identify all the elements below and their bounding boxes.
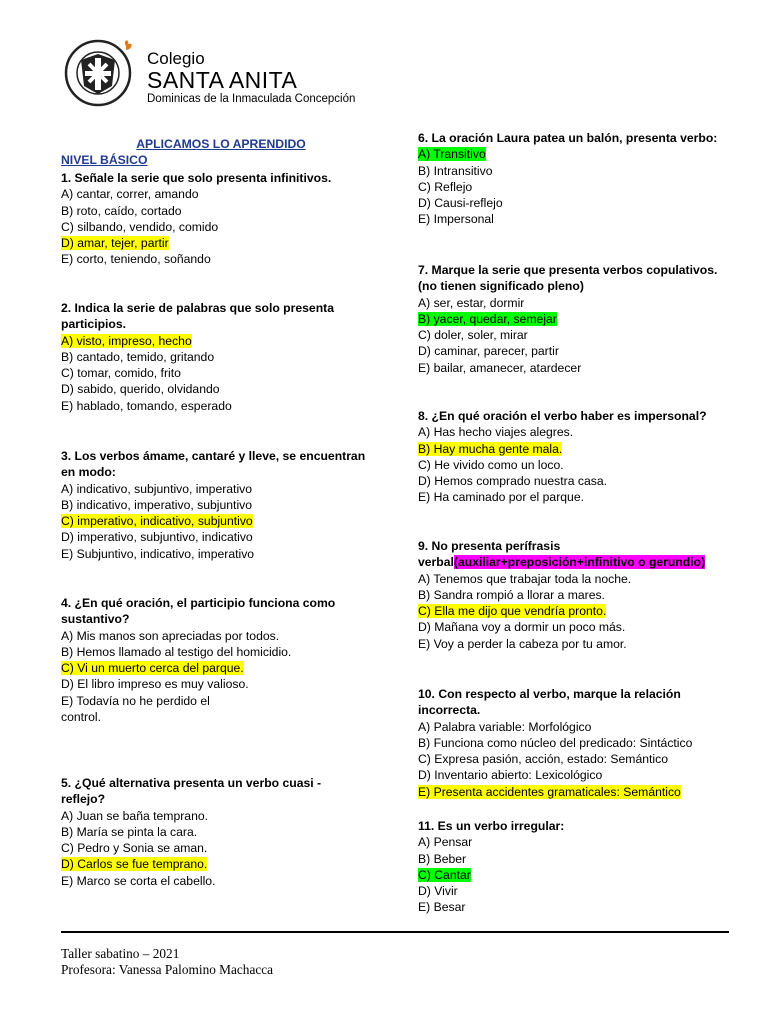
footer-teacher: Profesora: Vanessa Palomino Machacca	[61, 962, 274, 977]
answer-option-text: B) Sandra rompió a llorar a mares.	[418, 587, 605, 602]
stem-highlight: (auxiliar+preposición+infinitivo o gerundio)	[453, 555, 706, 570]
answer-option	[418, 735, 748, 751]
question-block	[61, 448, 391, 562]
question-stem: 10. Con respecto al verbo, marque la relación	[418, 687, 681, 701]
answer-option	[418, 441, 748, 457]
answer-option	[61, 513, 391, 529]
footer-divider	[61, 931, 729, 933]
answer-option-text: D) Carlos se fue temprano.	[61, 857, 208, 872]
answer-option-text: E) Besar	[418, 900, 466, 915]
answer-option-text: C) Reflejo	[418, 179, 473, 194]
answer-option-text: C) silbando, vendido, comido	[61, 219, 219, 234]
answer-option	[418, 767, 748, 783]
question-block	[61, 595, 391, 725]
answer-option-text: A) visto, impreso, hecho	[61, 333, 192, 348]
answer-option	[418, 603, 748, 619]
answer-option-text: C) Vi un muerto cerca del parque.	[61, 661, 244, 676]
question-stem: 7. Marque la serie que presenta verbos copulativos.	[418, 263, 718, 277]
answer-option	[61, 693, 391, 709]
answer-option	[418, 636, 748, 652]
question-block	[418, 686, 748, 800]
answer-option	[418, 179, 748, 195]
answer-option-text: A) Tenemos que trabajar toda la noche.	[418, 571, 632, 586]
answer-option-text: E) Todavía no he perdido el	[61, 693, 210, 708]
answer-option	[418, 571, 748, 587]
answer-option-text: C) imperativo, indicativo, subjuntivo	[61, 514, 253, 529]
answer-option	[61, 365, 391, 381]
question-block	[418, 538, 748, 652]
answer-option-text: B) María se pinta la cara.	[61, 824, 198, 839]
answer-option-text: E) Subjuntivo, indicativo, imperativo	[61, 546, 255, 561]
answer-option-text: C) Ella me dijo que vendría pronto.	[418, 604, 607, 619]
answer-option-text: B) yacer, quedar, semejar	[418, 311, 557, 326]
answer-option	[418, 473, 748, 489]
answer-option-text: D) Inventario abierto: Lexicológico	[418, 768, 603, 783]
answer-option-text: C) Expresa pasión, acción, estado: Semántico	[418, 752, 668, 767]
answer-option-text: A) Pensar	[418, 835, 473, 850]
answer-option	[61, 333, 391, 349]
answer-option-text: D) El libro impreso es muy valioso.	[61, 677, 249, 692]
answer-option-text: A) indicativo, subjuntivo, imperativo	[61, 481, 253, 496]
question-stem: 2. Indica la serie de palabras que solo presenta	[61, 301, 334, 315]
answer-option-text: C) tomar, comido, frito	[61, 366, 181, 381]
question-stem: (no tienen significado pleno)	[418, 279, 584, 294]
answer-option	[61, 186, 391, 202]
answer-option-text: C) He vivido como un loco.	[418, 457, 564, 472]
answer-option-text: B) Hay mucha gente mala.	[418, 441, 563, 456]
level-title: NIVEL BÁSICO	[61, 153, 148, 167]
answer-option-text: D) Mañana voy a dormir un poco más.	[418, 620, 626, 635]
answer-option-text: D) Hemos comprado nuestra casa.	[418, 474, 607, 489]
answer-option-text: E) Presenta accidentes gramaticales: Semántico	[418, 784, 681, 799]
answer-option	[418, 163, 748, 179]
answer-option	[418, 195, 748, 211]
answer-option	[61, 660, 391, 676]
answer-option	[61, 497, 391, 513]
answer-option	[418, 343, 748, 359]
section-title: APLICAMOS LO APRENDIDO	[136, 137, 306, 151]
answer-option	[61, 546, 391, 562]
answer-option	[418, 751, 748, 767]
answer-option-text: B) cantado, temido, gritando	[61, 349, 215, 364]
answer-option-text: B) indicativo, imperativo, subjuntivo	[61, 497, 253, 512]
answer-option-text: B) Intransitivo	[418, 163, 493, 178]
question-block	[61, 300, 391, 414]
answer-option	[61, 203, 391, 219]
answer-option-text: E) bailar, amanecer, atardecer	[418, 360, 582, 375]
answer-option	[61, 529, 391, 545]
answer-option	[418, 867, 748, 883]
answer-option	[61, 676, 391, 692]
answer-option-text: A) Juan se baña temprano.	[61, 808, 209, 823]
question-stem: reflejo?	[61, 792, 106, 807]
answer-option	[418, 311, 748, 327]
answer-option-text: B) Beber	[418, 851, 467, 866]
question-block	[418, 408, 748, 506]
answer-option-text: C) Pedro y Sonia se aman.	[61, 841, 208, 856]
question-stem: 6. La oración Laura patea un balón, presenta verbo:	[418, 131, 718, 145]
answer-option-text: E) corto, teniendo, soñando	[61, 252, 211, 267]
question-stem: 3. Los verbos ámame, cantaré y lleve, se encuentran	[61, 449, 366, 463]
answer-option-text: C) doler, soler, mirar	[418, 328, 528, 343]
answer-option	[61, 628, 391, 644]
answer-option	[61, 235, 391, 251]
question-stem: 5. ¿Qué alternativa presenta un verbo cuasi -	[61, 776, 322, 790]
answer-option-text: E) Voy a perder la cabeza por tu amor.	[418, 636, 627, 651]
answer-option	[418, 834, 748, 850]
answer-option-text: B) Hemos llamado al testigo del homicidio.	[61, 644, 292, 659]
school-name-line1: Colegio	[147, 49, 205, 68]
question-stem: participios.	[61, 317, 127, 332]
answer-option	[61, 808, 391, 824]
answer-option	[418, 719, 748, 735]
answer-option	[418, 784, 748, 800]
answer-option	[418, 457, 748, 473]
question-stem: 11. Es un verbo irregular:	[418, 819, 565, 833]
answer-option-text: E) Marco se corta el cabello.	[61, 873, 216, 888]
question-stem: 1. Señale la serie que solo presenta infinitivos.	[61, 171, 332, 185]
answer-option-text: E) Ha caminado por el parque.	[418, 490, 584, 505]
answer-option-text: D) Vivir	[418, 884, 458, 899]
answer-option	[418, 146, 748, 162]
question-block	[61, 775, 391, 889]
answer-option	[418, 619, 748, 635]
question-stem: en modo:	[61, 465, 116, 480]
answer-option-text: D) amar, tejer, partir	[61, 236, 169, 251]
answer-option-text: A) Has hecho viajes alegres.	[418, 425, 574, 440]
question-stem: 4. ¿En qué oración, el participio funciona como	[61, 596, 336, 610]
answer-option	[418, 360, 748, 376]
answer-option-text: A) Transitivo	[418, 147, 486, 162]
question-stem: sustantivo?	[61, 612, 130, 627]
answer-option-text: C) Cantar	[418, 867, 471, 882]
answer-option-text: B) roto, caído, cortado	[61, 203, 182, 218]
answer-option-text: A) ser, estar, dormir	[418, 295, 525, 310]
answer-option	[418, 295, 748, 311]
answer-option	[61, 856, 391, 872]
answer-option-text: E) Impersonal	[418, 212, 494, 227]
answer-option	[418, 424, 748, 440]
school-seal-icon	[60, 38, 140, 108]
answer-option	[418, 587, 748, 603]
school-name-line2: SANTA ANITA	[147, 67, 298, 93]
answer-option	[61, 709, 391, 725]
answer-option	[61, 349, 391, 365]
answer-option	[61, 481, 391, 497]
answer-option-text: D) imperativo, subjuntivo, indicativo	[61, 530, 253, 545]
question-stem	[418, 554, 748, 570]
answer-option-text: D) caminar, parecer, partir	[418, 344, 559, 359]
answer-option-text: D) sabido, querido, olvidando	[61, 382, 220, 397]
answer-option-text: A) Palabra variable: Morfológico	[418, 719, 592, 734]
answer-option	[418, 883, 748, 899]
question-stem: 8. ¿En qué oración el verbo haber es impersonal?	[418, 409, 707, 423]
answer-option	[418, 211, 748, 227]
answer-option	[418, 899, 748, 915]
answer-option	[61, 219, 391, 235]
stem-prefix: verbal	[418, 555, 454, 570]
answer-option-text: control.	[61, 710, 101, 725]
school-logo	[60, 38, 360, 108]
answer-option	[61, 381, 391, 397]
question-stem: incorrecta.	[418, 703, 481, 718]
answer-option	[61, 398, 391, 414]
answer-option	[418, 851, 748, 867]
answer-option	[418, 327, 748, 343]
question-block	[418, 818, 748, 916]
answer-option-text: A) Mis manos son apreciadas por todos.	[61, 628, 280, 643]
question-block	[418, 130, 748, 228]
footer	[61, 946, 273, 978]
answer-option-text: E) hablado, tomando, esperado	[61, 398, 232, 413]
answer-option	[61, 251, 391, 267]
answer-option-text: B) Funciona como núcleo del predicado: Sintáctico	[418, 735, 693, 750]
question-block	[418, 262, 748, 376]
answer-option	[61, 873, 391, 889]
answer-option	[61, 644, 391, 660]
answer-option	[61, 840, 391, 856]
school-subtitle: Dominicas de la Inmaculada Concepción	[147, 93, 356, 105]
footer-workshop: Taller sabatino – 2021	[61, 946, 180, 961]
answer-option-text: A) cantar, correr, amando	[61, 187, 199, 202]
answer-option	[418, 489, 748, 505]
question-stem: 9. No presenta perífrasis	[418, 539, 561, 553]
answer-option-text: D) Causi-reflejo	[418, 196, 503, 211]
question-block	[61, 170, 391, 268]
answer-option	[61, 824, 391, 840]
